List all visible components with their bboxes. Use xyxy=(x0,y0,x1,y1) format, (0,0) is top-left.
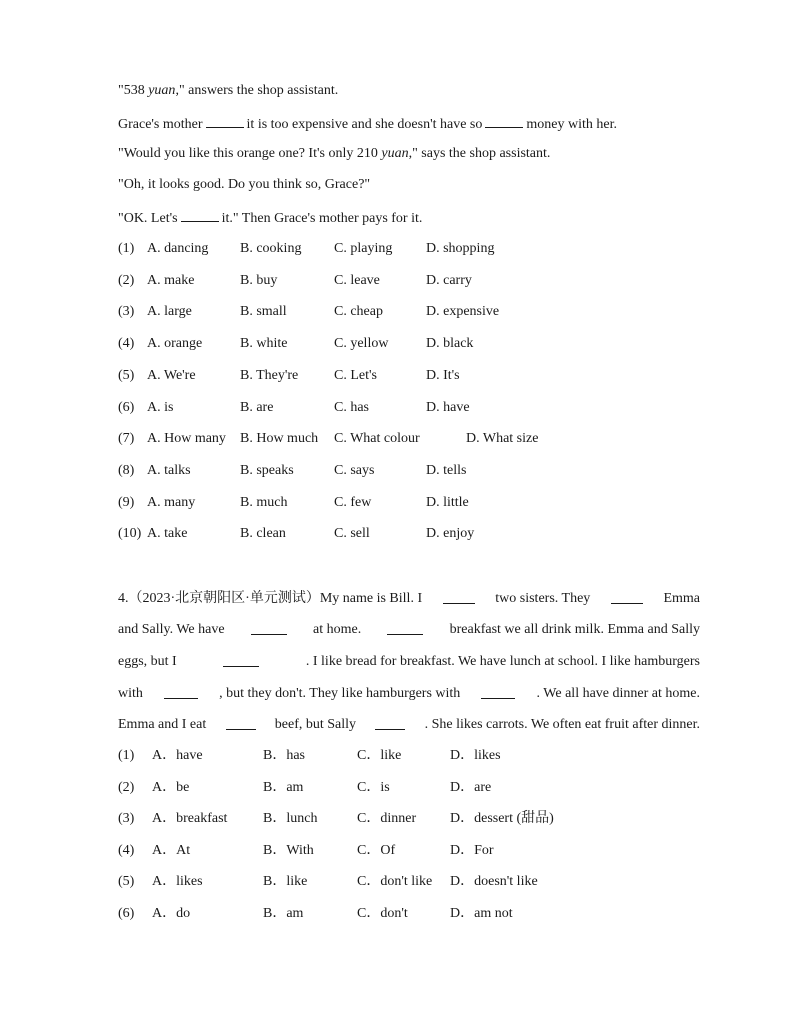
option-b[interactable]: B．am xyxy=(263,906,304,921)
text: . We all have dinner at home. xyxy=(536,686,700,701)
option-c[interactable]: C．dinner xyxy=(357,811,417,827)
option-a[interactable]: A．breakfast xyxy=(152,811,228,827)
option-c[interactable]: C．Of xyxy=(357,842,396,858)
option-c[interactable]: C. cheap xyxy=(334,304,383,320)
question-number: (2) xyxy=(118,779,135,795)
option-d[interactable]: D．For xyxy=(450,842,494,858)
question-number: (4) xyxy=(118,842,135,858)
text: . I like bread for breakfast. We have lunch at school. I like hamburgers xyxy=(305,654,700,669)
option-a[interactable]: A. dancing xyxy=(147,241,209,256)
option-a[interactable]: A．do xyxy=(152,906,191,921)
option-d[interactable]: D. shopping xyxy=(426,241,495,256)
text: "OK. Let's xyxy=(118,211,178,226)
question-number: (3) xyxy=(118,811,135,827)
text: ," says the shop assistant. xyxy=(408,146,551,161)
question-number: (6) xyxy=(118,906,135,921)
text: Emma xyxy=(663,591,700,606)
text: , but they don't. They like hamburgers with xyxy=(219,686,461,701)
option-c[interactable]: C. few xyxy=(334,494,372,510)
option-d[interactable]: D. black xyxy=(426,336,474,352)
passage4-line-3 xyxy=(118,653,700,671)
option-a[interactable]: A. many xyxy=(147,494,196,510)
blank xyxy=(485,114,523,128)
option-b[interactable]: B. buy xyxy=(240,272,278,288)
option-a[interactable]: A．be xyxy=(152,779,190,795)
passage4-line-5 xyxy=(118,716,700,734)
question-number: (9) xyxy=(118,494,135,510)
option-a[interactable]: A．likes xyxy=(152,874,203,890)
option-b[interactable]: B. are xyxy=(240,399,274,415)
blank xyxy=(443,590,475,604)
option-d[interactable]: D. It's xyxy=(426,367,460,383)
blank xyxy=(251,621,287,635)
option-a[interactable]: A．At xyxy=(152,842,191,858)
option-a[interactable]: A. take xyxy=(147,526,188,542)
text: Grace's mother xyxy=(118,117,203,132)
option-c[interactable]: C. playing xyxy=(334,241,393,256)
question-number: (3) xyxy=(118,304,135,320)
text: with xyxy=(118,686,143,701)
option-a[interactable]: A. is xyxy=(147,399,174,415)
text: two sisters. They xyxy=(495,591,591,606)
text: My name is Bill. I xyxy=(319,591,423,606)
question-number: 4. xyxy=(118,591,129,606)
passage3-line-3 xyxy=(118,145,550,163)
blank xyxy=(226,716,256,730)
option-c[interactable]: C．don't xyxy=(357,906,408,921)
blank xyxy=(206,114,244,128)
blank xyxy=(481,685,515,699)
question-number: (2) xyxy=(118,272,135,288)
text: ," answers the shop assistant. xyxy=(175,83,339,98)
question-number: (1) xyxy=(118,241,135,256)
option-d[interactable]: D. enjoy xyxy=(426,526,475,542)
text: it." Then Grace's mother pays for it. xyxy=(221,211,423,226)
text: "538 xyxy=(118,83,149,98)
question-number: (5) xyxy=(118,367,135,383)
blank xyxy=(375,716,405,730)
option-b[interactable]: B. clean xyxy=(240,526,286,542)
option-c[interactable]: C. leave xyxy=(334,272,380,288)
passage3-line-2 xyxy=(118,114,617,134)
option-c[interactable]: C. sell xyxy=(334,526,370,542)
option-b[interactable]: B. much xyxy=(240,494,288,510)
option-b[interactable]: B．like xyxy=(263,874,308,890)
blank xyxy=(387,621,423,635)
option-b[interactable]: B. cooking xyxy=(240,241,302,256)
option-d[interactable]: D. carry xyxy=(426,272,472,288)
question-number: (10) xyxy=(118,526,142,542)
option-a[interactable]: A．have xyxy=(152,748,203,763)
question-number: (5) xyxy=(118,874,135,890)
option-d[interactable]: D．likes xyxy=(450,748,501,763)
text: . She likes carrots. We often eat fruit after dinner. xyxy=(424,717,700,732)
blank xyxy=(223,653,259,667)
option-d[interactable]: D. tells xyxy=(426,462,467,478)
option-d[interactable]: D. have xyxy=(426,399,470,415)
option-b[interactable]: B. They're xyxy=(240,367,299,383)
option-b[interactable]: B. white xyxy=(240,336,288,352)
question-number: (7) xyxy=(118,431,135,447)
option-b[interactable]: B．has xyxy=(263,748,305,763)
question-number: (1) xyxy=(118,748,135,763)
question-number: (4) xyxy=(118,336,135,352)
option-d[interactable]: D．are xyxy=(450,779,492,795)
passage3-line-4 xyxy=(118,176,370,194)
option-b[interactable]: B．lunch xyxy=(263,811,318,827)
passage4-line-4 xyxy=(118,685,700,703)
blank xyxy=(181,208,219,222)
option-d[interactable]: D．doesn't like xyxy=(450,874,538,890)
text-italic: yuan xyxy=(148,83,176,98)
option-d[interactable]: D. What size xyxy=(466,431,539,447)
option-c[interactable]: C．don't like xyxy=(357,874,433,890)
passage4-line-2 xyxy=(118,621,700,639)
option-a[interactable]: A. make xyxy=(147,272,195,288)
option-d[interactable]: D. little xyxy=(426,494,469,510)
blank xyxy=(164,685,198,699)
option-c[interactable]: C. yellow xyxy=(334,336,389,352)
passage3-line-5 xyxy=(118,208,422,228)
option-a[interactable]: A. talks xyxy=(147,462,191,478)
passage4-line-1 xyxy=(118,590,700,608)
text-italic: yuan xyxy=(381,146,409,161)
option-c[interactable]: C. says xyxy=(334,462,375,478)
text: money with her. xyxy=(526,117,617,132)
option-d[interactable]: D. expensive xyxy=(426,304,500,320)
text: it is too expensive and she doesn't have so xyxy=(246,117,483,132)
text: eggs, but I xyxy=(118,654,177,669)
option-a[interactable]: A. orange xyxy=(147,336,203,352)
option-a[interactable]: A. large xyxy=(147,304,192,320)
question-number: (8) xyxy=(118,462,135,478)
option-c[interactable]: C. What colour xyxy=(334,431,420,447)
source-label: （2023·北京朝阳区·单元测试） xyxy=(128,591,320,606)
option-c[interactable]: C．is xyxy=(357,779,390,795)
option-a[interactable]: A. We're xyxy=(147,367,196,383)
option-a[interactable]: A. How many xyxy=(147,431,226,447)
option-c[interactable]: C. has xyxy=(334,399,369,415)
text: at home. xyxy=(312,622,362,637)
text: beef, but Sally xyxy=(274,717,357,732)
text: "Would you like this orange one? It's only 210 xyxy=(118,146,382,161)
option-b[interactable]: B. How much xyxy=(240,431,319,447)
text: and Sally. We have xyxy=(118,622,225,637)
text: Emma and I eat xyxy=(118,717,207,732)
question-number: (6) xyxy=(118,399,135,415)
text: breakfast we all drink milk. Emma and Sally xyxy=(449,622,700,637)
option-d[interactable]: D．am not xyxy=(450,906,513,921)
option-c[interactable]: C．like xyxy=(357,748,402,763)
passage3-line-1 xyxy=(118,82,338,100)
option-d[interactable]: D．dessert (甜品) xyxy=(450,811,554,827)
option-c[interactable]: C. Let's xyxy=(334,367,377,383)
text: "Oh, it looks good. Do you think so, Grace?" xyxy=(118,177,371,192)
option-b[interactable]: B．With xyxy=(263,842,314,858)
option-b[interactable]: B. speaks xyxy=(240,462,294,478)
blank xyxy=(611,590,643,604)
option-b[interactable]: B. small xyxy=(240,304,287,320)
option-b[interactable]: B．am xyxy=(263,779,304,795)
